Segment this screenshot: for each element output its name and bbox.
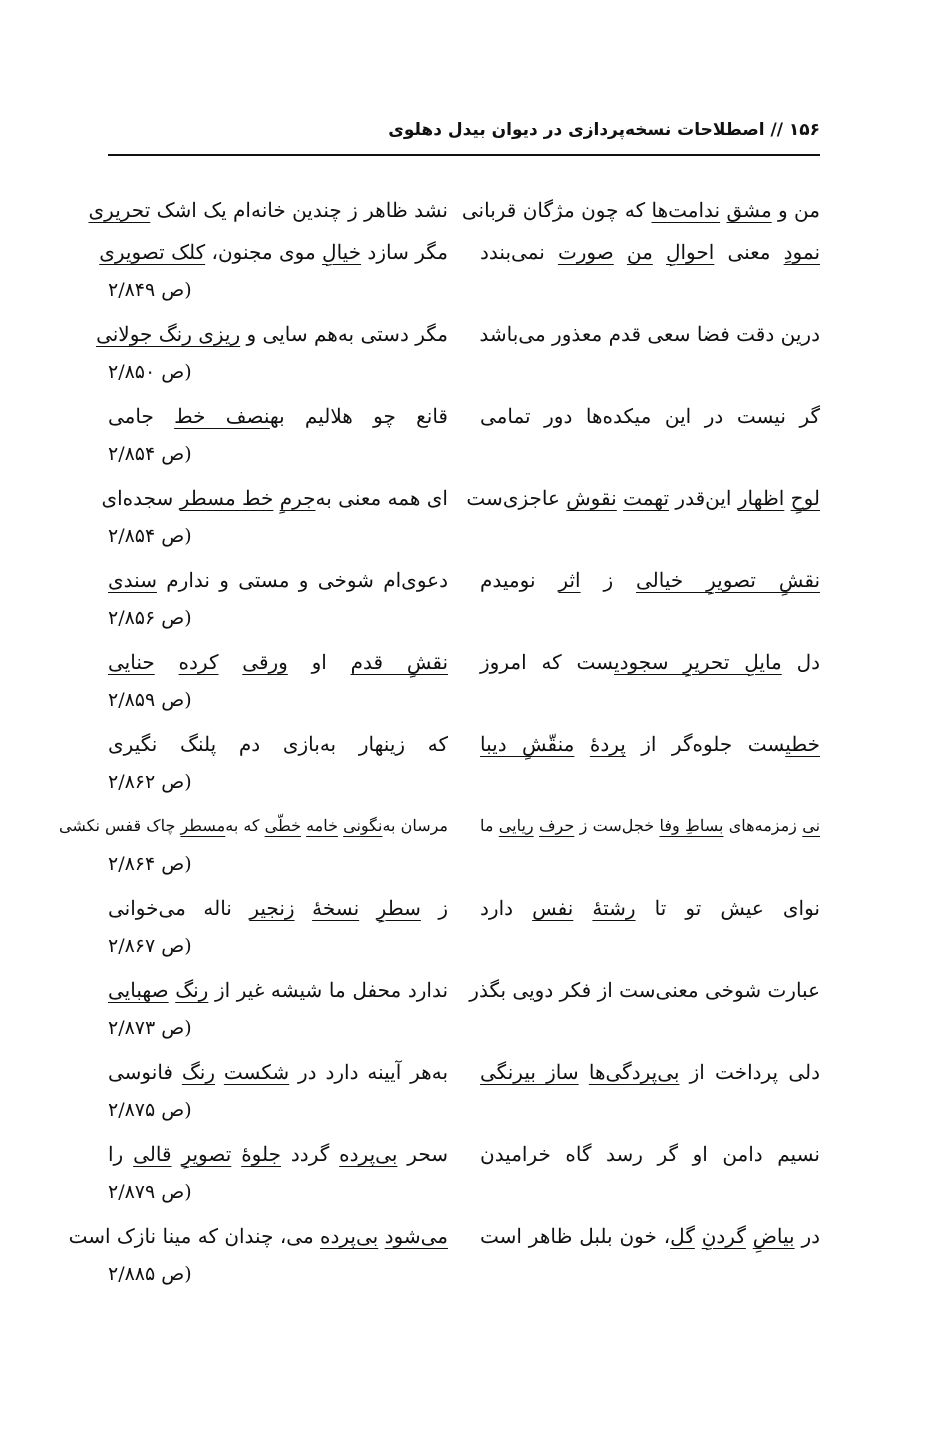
underlined-term: تصویرِ: [181, 1142, 232, 1166]
hemistich-first: نمودِ معنی احوالِ من صورت نمی‌بندد: [480, 240, 821, 264]
hemistich-second: سحر بی‌پرده گردد جلوهٔ تصویرِ قالی را: [108, 1142, 449, 1166]
underlined-term: نقشِ تصویرِ خیالی: [635, 568, 821, 592]
hemistich-first: گر نیست در این میکده‌ها دور تمامی: [480, 404, 820, 428]
hemistich-first: نی زمزمه‌های بساطِ وفا خجل‌ست ز حرف ریایی ما: [480, 816, 821, 835]
underlined-term: نقشِ قدم: [350, 650, 449, 674]
underlined-term: خط مسطر: [179, 486, 274, 510]
couplet: [96, 314, 820, 396]
underlined-term: حنایی: [108, 650, 155, 674]
hemistich-first: درین دقت فضا سعی قدم معذور می‌باشد: [479, 322, 820, 346]
page-reference: (ص ۲/۸۵۰: [108, 361, 192, 383]
hemistich-second: نشد ظاهر ز چندین خانه‌ام یک اشک تحریری: [88, 198, 448, 222]
underlined-term: خطی: [785, 732, 821, 756]
underlined-term: ورقی: [242, 650, 288, 674]
underlined-term: زنجیر: [249, 896, 295, 920]
underlined-term: بی‌پردگی‌ها: [588, 1060, 680, 1084]
underlined-term: کلک تصویری: [99, 240, 206, 264]
underlined-term: بی‌پرده: [320, 1224, 379, 1248]
hemistich-second: ای همه معنی به‌جرمِ خط مسطر سجده‌ای: [101, 486, 448, 510]
couplet: [68, 1216, 821, 1298]
underlined-term: پردهٔ: [589, 732, 626, 756]
underlined-term: صورت: [557, 240, 614, 264]
underlined-term: لوحِ: [790, 486, 820, 510]
hemistich-first: لوحِ اظهار این‌قدر تهمت نقوش عاجزی‌ست: [466, 486, 820, 510]
underlined-term: نسخهٔ: [312, 896, 360, 920]
underlined-term: سندی: [108, 568, 157, 592]
hemistich-first: نوای عیش تو تا رشتهٔ نفس دارد: [480, 896, 820, 920]
underlined-term: من: [626, 240, 653, 264]
page-reference: (ص ۲/۸۶۴: [108, 853, 192, 875]
hemistich-second: ندارد محفل ما شیشه غیر از رنگ صهبایی: [108, 978, 449, 1002]
underlined-term: جلوهٔ: [241, 1142, 281, 1166]
page-reference: (ص ۲/۸۷۹: [108, 1181, 192, 1203]
hemistich-first: در بیاضِ گردنِ گل، خون بلبل ظاهر است: [480, 1224, 821, 1248]
hemistich-first: من و مشق ندامت‌ها که چون مژگان قربانی: [461, 198, 820, 222]
hemistich-second: که زینهار به‌بازی دم پلنگ نگیری: [108, 732, 448, 756]
underlined-term: نگونی: [343, 816, 383, 835]
page-reference: (ص ۲/۸۴۹: [108, 279, 192, 301]
verse-list: [59, 190, 821, 1298]
page-reference: (ص ۲/۸۵۶: [108, 607, 192, 629]
couplet: [108, 1052, 820, 1134]
underlined-term: خیالِ: [322, 240, 362, 264]
underlined-term: نمودِ: [783, 240, 821, 264]
couplet: [108, 560, 820, 642]
hemistich-second: دعوی‌ام شوخی و مستی و ندارم سندی: [108, 568, 448, 592]
couplet: [108, 724, 820, 806]
underlined-term: رنگ: [175, 978, 209, 1002]
couplet: [108, 396, 820, 478]
page-reference: (ص ۲/۸۶۲: [108, 771, 192, 793]
header-rule: [108, 154, 820, 156]
page-reference: (ص ۲/۸۷۳: [108, 1017, 192, 1039]
underlined-term: ندامت‌ها: [651, 198, 721, 222]
running-header: ۱۵۶ // اصطلاحات نسخه‌پردازی در دیوان بیدل دهلوی: [388, 120, 820, 140]
page-reference: (ص ۲/۸۸۵: [108, 1263, 192, 1285]
couplet: [108, 1134, 820, 1216]
page-reference: (ص ۲/۸۵۹: [108, 689, 192, 711]
page-reference: (ص ۲/۸۵۴: [108, 443, 192, 465]
couplet: [108, 888, 820, 970]
couplet: [108, 970, 820, 1052]
underlined-term: ریزی رنگ جولانی: [96, 322, 241, 346]
couplet: [101, 478, 820, 560]
underlined-term: احوالِ: [665, 240, 715, 264]
underlined-term: صهبایی: [108, 978, 169, 1002]
underlined-term: مایلِ تحریرِ سجودی: [614, 650, 782, 674]
underlined-term: شکست: [223, 1060, 290, 1084]
underlined-term: کرده: [178, 650, 219, 674]
hemistich-second: قانع چو هلالیم بهنصف خط جامی: [108, 404, 448, 428]
underlined-term: مسطر: [180, 816, 226, 835]
underlined-term: خطّی: [264, 816, 301, 835]
hemistich-second: مگر دستی به‌هم سایی و ریزی رنگ جولانی: [96, 322, 448, 346]
underlined-term: مشق: [726, 198, 772, 222]
underlined-term: رشتهٔ: [592, 896, 636, 920]
underlined-term: ریایی: [498, 816, 534, 835]
underlined-term: سطرِ: [376, 896, 421, 920]
couplet: [88, 190, 820, 232]
hemistich-second: می‌شود بی‌پرده می، چندان که مینا نازک است: [68, 1224, 448, 1248]
hemistich-first: نقشِ تصویرِ خیالی ز اثر نومیدم: [480, 568, 821, 592]
underlined-term: گردنِ: [701, 1224, 746, 1248]
underlined-term: خامه: [306, 816, 339, 835]
underlined-term: اظهار: [737, 486, 785, 510]
underlined-term: بساطِ وفا: [659, 816, 724, 835]
underlined-term: منقّشِ دیبا: [480, 732, 575, 756]
underlined-term: نصف خط: [174, 404, 270, 428]
underlined-term: اثر: [558, 568, 581, 592]
underlined-term: تحریری: [88, 198, 151, 222]
underlined-term: گل: [670, 1224, 695, 1248]
underlined-term: نقوش: [566, 486, 617, 510]
hemistich-first: دل مایلِ تحریرِ سجودیست که امروز: [480, 650, 821, 674]
hemistich-second: مرسان به‌نگونی خامه خطّی که به‌مسطر چاک قفس نکشی: [59, 816, 448, 835]
underlined-term: نفس: [532, 896, 574, 920]
page-reference: (ص ۲/۸۶۷: [108, 935, 192, 957]
underlined-term: ساز بیرنگی: [480, 1060, 579, 1084]
hemistich-first: خطیست جلوه‌گر از پردهٔ منقّشِ دیبا: [480, 732, 821, 756]
underlined-term: بی‌پرده: [339, 1142, 398, 1166]
underlined-term: نی: [802, 816, 821, 835]
hemistich-second: ز سطرِ نسخهٔ زنجیر ناله می‌خوانی: [108, 896, 449, 920]
underlined-term: بیاضِ: [752, 1224, 795, 1248]
couplet: [108, 642, 820, 724]
underlined-term: می‌شود: [384, 1224, 448, 1248]
couplet: [59, 806, 821, 888]
couplet: [99, 232, 821, 314]
underlined-term: رنگ: [181, 1060, 215, 1084]
hemistich-first: عبارت شوخی معنی‌ست از فکر دویی بگذر: [469, 978, 820, 1002]
page-reference: (ص ۲/۸۵۴: [108, 525, 192, 547]
underlined-term: تهمت: [623, 486, 670, 510]
underlined-term: حرف: [538, 816, 575, 835]
underlined-term: جرمِ: [279, 486, 316, 510]
underlined-term: قالی: [133, 1142, 172, 1166]
hemistich-second: به‌هر آیینه دارد در شکست رنگ فانوسی: [108, 1060, 449, 1084]
hemistich-first: دلی پرداخت از بی‌پردگی‌ها ساز بیرنگی: [480, 1060, 821, 1084]
hemistich-second: مگر سازد خیالِ موی مجنون، کلک تصویری: [99, 240, 448, 264]
hemistich-first: نسیم دامن او گر رسد گاه خرامیدن: [480, 1142, 820, 1166]
page-reference: (ص ۲/۸۷۵: [108, 1099, 192, 1121]
hemistich-second: نقشِ قدم او ورقی کرده حنایی: [108, 650, 449, 674]
